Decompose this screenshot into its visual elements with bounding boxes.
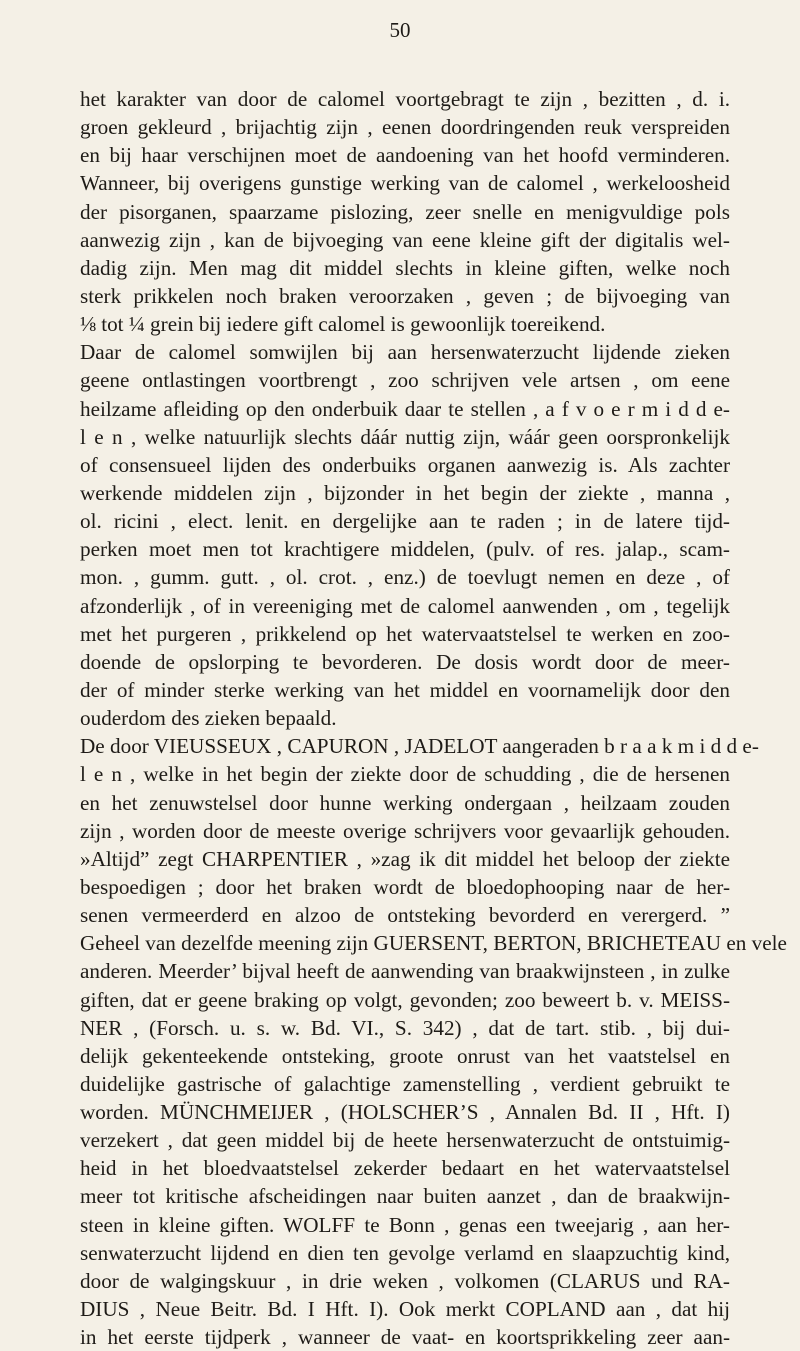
text-line: »Altijd” zegt CHARPENTIER , »zag ik dit middel het beloop der ziekte <box>80 846 730 871</box>
text-line: giften, dat er geene braking op volgt, gevonden; zoo beweert b. v. MEISS- <box>80 987 730 1012</box>
page-number: 50 <box>389 18 411 42</box>
text-line: meer tot kritische afscheidingen naar buiten aanzet , dan de braakwijn- <box>80 1184 730 1209</box>
text-line: bespoedigen ; door het braken wordt de bloedophooping naar de her- <box>80 874 730 899</box>
text-line: dadig zijn. Men mag dit middel slechts in kleine giften, welke noch <box>80 255 730 280</box>
text-line: mon. , gumm. gutt. , ol. crot. , enz.) de toevlugt nemen en deze , of <box>80 565 730 590</box>
text-line: steen in kleine giften. WOLFF te Bonn , genas een tweejarig , aan her- <box>80 1212 730 1237</box>
text-line: Wanneer, bij overigens gunstige werking van de calomel , werkeloosheid <box>80 171 730 196</box>
text-line: anderen. Meerder’ bijval heeft de aanwending van braakwijnsteen , in zulke <box>80 959 730 984</box>
text-line: heilzame afleiding op den onderbuik daar te stellen , a f v o e r m i d d e- <box>80 396 730 421</box>
text-line: der pisorganen, spaarzame pislozing, zeer snelle en menigvuldige pols <box>80 199 730 224</box>
text-line: l e n , welke in het begin der ziekte door de schudding , die de hersenen <box>80 762 730 787</box>
text-line: het karakter van door de calomel voortgebragt te zijn , bezitten , d. i. <box>80 87 730 111</box>
text-line: ⅛ tot ¼ grein bij iedere gift calomel is gewoonlijk toereikend. <box>80 312 606 337</box>
text-line: l e n , welke natuurlijk slechts dáár nuttig zijn, wáár geen oorspronkelijk <box>80 424 730 449</box>
text-line: perken moet men tot krachtigere middelen, (pulv. of res. jalap., scam- <box>80 537 730 562</box>
text-line: der of minder sterke werking van het middel en voornamelijk door den <box>80 677 730 702</box>
text-line: ouderdom des zieken bepaald. <box>80 706 337 731</box>
text-line: sterk prikkelen noch braken veroorzaken , geven ; de bijvoeging van <box>80 283 730 308</box>
text-line: doende de opslorping te bevorderen. De dosis wordt door de meer- <box>80 649 730 674</box>
text-line: of consensueel lijden des onderbuiks organen aanwezig is. Als zachter <box>80 452 730 477</box>
text-line: geene ontlastingen voortbrengt , zoo schrijven vele artsen , om eene <box>80 368 730 393</box>
text-line: Daar de calomel somwijlen bij aan hersenwaterzucht lijdende zieken <box>80 340 730 365</box>
text-line: Geheel van dezelfde meening zijn GUERSENT, BERTON, BRICHETEAU en vele <box>80 931 787 956</box>
text-line: delijk gekenteekende ontsteking, groote onrust van het vaatstelsel en <box>80 1043 730 1068</box>
text-line: groen gekleurd , brijachtig zijn , eenen doordringenden reuk verspreiden <box>80 115 730 140</box>
text-line: en bij haar verschijnen moet de aandoening van het hoofd verminderen. <box>80 143 730 168</box>
text-line: senwaterzucht lijdend en dien ten gevolge verlamd en slaapzuchtig kind, <box>80 1240 730 1265</box>
text-line: werkende middelen zijn , bijzonder in het begin der ziekte , manna , <box>80 480 730 505</box>
text-line: zijn , worden door de meeste overige schrijvers voor gevaarlijk gehouden. <box>80 818 730 843</box>
text-line: met het purgeren , prikkelend op het watervaatstelsel te werken en zoo- <box>80 621 730 646</box>
text-line: De door VIEUSSEUX , CAPURON , JADELOT aangeraden b r a a k m i d d e- <box>80 734 759 759</box>
text-line: ol. ricini , elect. lenit. en dergelijke aan te raden ; in de latere tijd- <box>80 509 730 534</box>
text-line: door de walgingskuur , in drie weken , volkomen (CLARUS und RA- <box>80 1268 730 1293</box>
text-line: en het zenuwstelsel door hunne werking ondergaan , heilzaam zouden <box>80 790 730 815</box>
text-line: heid in het bloedvaatstelsel zekerder bedaart en het watervaatstelsel <box>80 1156 730 1181</box>
text-line: NER , (Forsch. u. s. w. Bd. VI., S. 342) , dat de tart. stib. , bij dui- <box>80 1015 730 1040</box>
text-line: afzonderlijk , of in vereeniging met de calomel aanwenden , om , tegelijk <box>80 593 730 618</box>
text-line: duidelijke gastrische of galachtige zamenstelling , verdient gebruikt te <box>80 1071 730 1096</box>
text-line: senen vermeerderd en alzoo de ontsteking bevorderd en verergerd. ” <box>80 903 730 928</box>
body-text <box>80 85 787 1351</box>
text-line: DIUS , Neue Beitr. Bd. I Hft. I). Ook merkt COPLAND aan , dat hij <box>80 1297 730 1322</box>
text-line: verzekert , dat geen middel bij de heete hersenwaterzucht de ontstuimig- <box>80 1128 730 1153</box>
text-line: in het eerste tijdperk , wanneer de vaat- en koortsprikkeling zeer aan- <box>80 1325 730 1350</box>
text-line: aanwezig zijn , kan de bijvoeging van eene kleine gift der digitalis wel- <box>80 227 730 252</box>
text-line: worden. MÜNCHMEIJER , (HOLSCHER’S , Annalen Bd. II , Hft. I) <box>80 1100 730 1125</box>
